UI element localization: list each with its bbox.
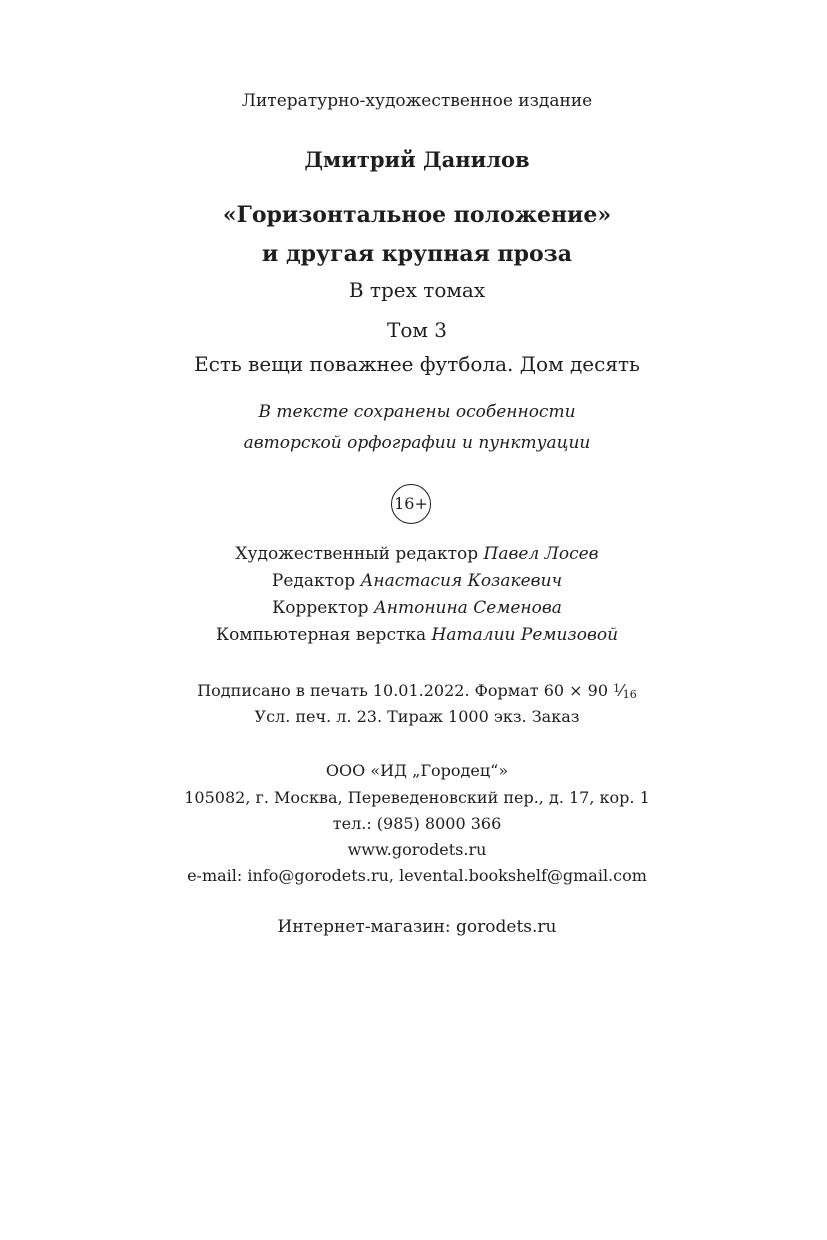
publisher-address: 105082, г. Москва, Переведеновский пер., д. 17, кор. 1: [184, 788, 650, 807]
age-rating-badge: 16+: [391, 484, 431, 524]
spelling-note-line-1: В тексте сохранены особенности: [258, 402, 576, 422]
book-title-line-2: и другая крупная проза: [262, 241, 572, 267]
credit-editor: [0, 573, 827, 590]
print-info-text: Подписано в печать 10.01.2022. Формат 60 × 90: [197, 681, 609, 700]
credit-art-editor: [0, 546, 827, 563]
credit-person: Наталии Ремизовой: [431, 625, 619, 645]
format-numerator: 1: [613, 682, 621, 695]
format-denominator: 16: [622, 688, 637, 701]
credit-role: Компьютерная верстка: [215, 625, 427, 645]
volume-title: Есть вещи поважнее футбола. Дом десять: [194, 352, 640, 376]
credit-role: Редактор: [271, 571, 356, 591]
credit-proofreader: [0, 600, 827, 617]
print-info-line-2: Усл. печ. л. 23. Тираж 1000 экз. Заказ: [254, 707, 580, 726]
online-shop: Интернет-магазин: gorodets.ru: [277, 917, 557, 937]
book-title-line-1: «Горизонтальное положение»: [222, 202, 612, 228]
publisher-website: www.gorodets.ru: [347, 840, 487, 859]
author-name: Дмитрий Данилов: [304, 147, 530, 172]
book-subtitle: В трех томах: [348, 278, 486, 302]
credit-role: Художественный редактор: [235, 544, 479, 564]
credit-person: Анастасия Козакевич: [360, 571, 563, 591]
genre-label: Литературно-художественное издание: [241, 91, 593, 111]
publisher-name: ООО «ИД „Городец“»: [325, 761, 509, 780]
publisher-phone: тел.: (985) 8000 366: [332, 814, 502, 833]
spelling-note-line-2: авторской орфографии и пунктуации: [243, 433, 591, 453]
credit-person: Павел Лосев: [483, 544, 599, 564]
credit-layout: [0, 627, 827, 644]
credit-role: Корректор: [272, 598, 369, 618]
credit-person: Антонина Семенова: [373, 598, 562, 618]
publisher-email: e-mail: info@gorodets.ru, levental.bookshelf@gmail.com: [187, 866, 647, 885]
format-fraction: [613, 681, 637, 700]
volume-number: Том 3: [386, 318, 448, 342]
print-info-line-1: [0, 683, 827, 700]
format-slash: ⁄: [620, 681, 623, 700]
